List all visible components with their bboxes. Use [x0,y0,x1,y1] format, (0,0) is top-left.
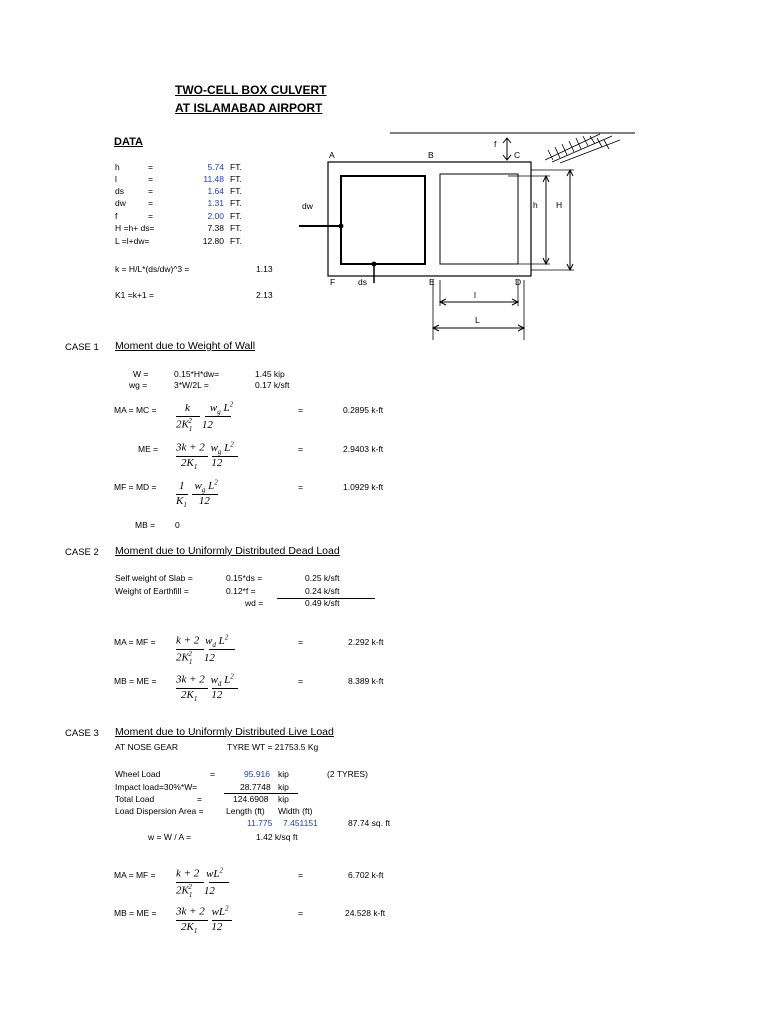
data-heading: DATA [114,136,143,148]
param-name: dw [115,198,126,208]
case1-me-eq: = [298,444,303,454]
earthfill-name: Weight of Earthfill = [115,586,189,596]
total-value: 124.6908 [233,794,269,804]
nose-gear: AT NOSE GEAR [115,742,178,752]
total-unit: kip [278,794,289,804]
case3-ma-label: MA = MF = [114,870,156,880]
wheel-eq: = [210,769,215,779]
length-value: 11.775 [247,818,273,828]
param-value: 1.31 [207,198,224,208]
param-value: 5.74 [207,162,224,172]
w-name: W = [133,369,149,379]
w-load-value: 1.42 k/sq ft [256,832,298,842]
case1-me-label: ME = [138,444,159,454]
case3-heading: Moment due to Uniformly Distributed Live Load [115,726,334,738]
k1-formula-value: 2.13 [256,290,273,300]
case2-label: CASE 2 [65,547,99,558]
param-name: L =l+dw= [115,236,150,246]
param-eq: = [148,198,153,208]
width-value: 7.451151 [283,818,318,828]
self-weight-name: Self weight of Slab = [115,573,193,583]
earthfill-value: 0.24 k/sft [305,586,340,596]
k1-formula-label: K1 =k+1 = [115,290,154,300]
case3-mb-value: 24.528 k-ft [345,908,386,918]
param-value: 2.00 [207,211,224,221]
w-expr: 0.15*H*dw= [174,369,220,379]
width-header: Width (ft) [278,806,313,816]
param-name: H =h+ ds= [115,223,155,233]
param-name: l [115,174,117,184]
case3-ma-eq: = [298,870,303,880]
label-f: F [330,277,336,287]
case1-ma-label: MA = MC = [114,405,157,415]
self-weight-value: 0.25 k/sft [305,573,340,583]
case1-mb-label: MB = [135,520,156,530]
k-formula-label: k = H/L*(ds/dw)^3 = [115,264,190,274]
label-e: E [429,277,435,287]
param-name: f [115,211,118,221]
param-value: 7.38 [207,223,224,233]
label-b: B [428,150,434,160]
label-ds: ds [358,277,367,287]
label-h: h [533,200,538,210]
impact-unit: kip [278,782,289,792]
culvert-diagram [295,128,655,348]
tyre-wt: TYRE WT = 21753.5 Kg [227,742,319,752]
title-line1: TWO-CELL BOX CULVERT [175,83,327,97]
case3-label: CASE 3 [65,728,99,739]
title-line2: AT ISLAMABAD AIRPORT [175,101,323,115]
case1-me-value: 2.9403 k-ft [343,444,384,454]
wheel-value: 95.916 [244,769,270,779]
wheel-name: Wheel Load [115,769,161,779]
case1-mb-value: 0 [175,520,180,530]
wd-value: 0.49 k/sft [305,598,340,608]
wg-value: 0.17 k/sft [255,380,290,390]
param-eq: = [148,174,153,184]
case1-mf-value: 1.0929 k-ft [343,482,384,492]
param-value: 1.64 [207,186,224,196]
param-name: h [115,162,120,172]
wg-expr: 3*W/2L = [174,380,209,390]
label-ll: L [475,315,480,325]
param-name: ds [115,186,124,196]
param-value: 11.48 [203,174,224,184]
w-value: 1.45 kip [255,369,285,379]
param-unit: FT. [230,198,242,208]
case3-mb-label: MB = ME = [114,908,157,918]
case2-mb-value: 8.389 k-ft [348,676,384,686]
case2-mb-label: MB = ME = [114,676,157,686]
label-dw: dw [302,201,313,211]
param-unit: FT. [230,223,242,233]
label-hh: H [556,200,563,210]
param-eq: = [148,162,153,172]
label-l: l [474,290,476,300]
param-unit: FT. [230,236,242,246]
case1-mf-eq: = [298,482,303,492]
label-c: C [514,150,521,160]
impact-value: 28.7748 [240,782,271,792]
wg-name: wg = [129,380,148,390]
length-header: Length (ft) [226,806,265,816]
total-name: Total Load [115,794,155,804]
earthfill-expr: 0.12*f = [226,586,256,596]
case2-ma-eq: = [298,637,303,647]
case1-heading: Moment due to Weight of Wall [115,340,256,352]
area-value: 87.74 sq. ft [348,818,391,828]
case2-heading: Moment due to Uniformly Distributed Dead Load [115,545,340,557]
w-load-name: w = W / A = [148,832,191,842]
self-weight-expr: 0.15*ds = [226,573,263,583]
param-value: 12.80 [202,236,224,246]
case3-mb-eq: = [298,908,303,918]
k-formula-value: 1.13 [256,264,273,274]
param-eq: = [148,211,153,221]
case2-ma-label: MA = MF = [114,637,156,647]
case2-ma-value: 2.292 k-ft [348,637,384,647]
label-d: D [515,277,522,287]
param-unit: FT. [230,174,242,184]
case3-ma-value: 6.702 k-ft [348,870,384,880]
param-unit: FT. [230,211,242,221]
impact-name: Impact load=30%*W= [115,782,198,792]
case2-mb-eq: = [298,676,303,686]
wheel-note: (2 TYRES) [327,769,368,779]
case1-label: CASE 1 [65,342,99,353]
label-a: A [329,150,335,160]
param-unit: FT. [230,186,242,196]
case1-ma-eq: = [298,405,303,415]
wd-name: wd = [245,598,264,608]
case1-mf-label: MF = MD = [114,482,157,492]
param-eq: = [148,186,153,196]
dispersion-name: Load Dispersion Area = [115,806,204,816]
case1-ma-value: 0.2895 k-ft [343,405,384,415]
total-eq: = [197,794,202,804]
label-f-depth: f [494,139,497,149]
param-unit: FT. [230,162,242,172]
wheel-unit: kip [278,769,289,779]
